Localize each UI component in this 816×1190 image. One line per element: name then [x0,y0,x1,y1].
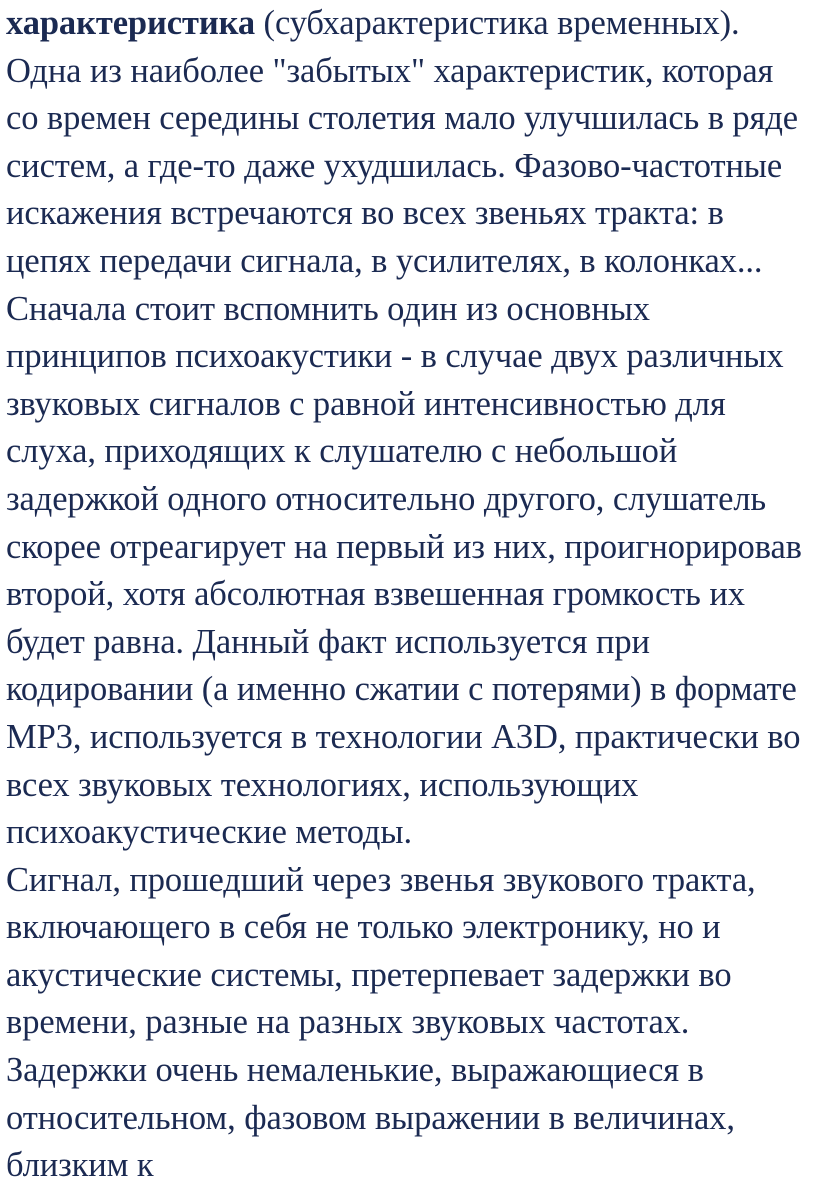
lead-rest: (субхарактеристика временных). [255,4,740,42]
paragraph-3: Сигнал, прошедший через звенья звукового тракта, включающего в себя не только электронику, но и акустические системы, претерпевает задержки во времени, разные на разных звуковых частотах. Задержки очень немаленькие, выражающиеся в относительном, фазовом выражении в величинах, близким к [6,860,756,1185]
paragraph-2: Сначала стоит вспомнить один из основных принципов психоакустики - в случае двух различных звуковых сигналов с равной интенсивностью для слуха, приходящих к слушателю с небольшой задержкой одного относительно другого, слушатель скорее отреагирует на первый из них, проигнорировав второй, хотя абсолютная взвешенная громкость их будет равна. Данный факт используется при кодировании (а именно сжатии с потерями) в формате MP3, используется в технологии A3D, практически во всех звуковых технологиях, использующих психоакустические методы. [6,289,802,852]
heading-line [6,0,812,48]
document-page [6,0,812,1190]
lead-term: характеристика [6,4,256,42]
paragraph-1: Одна из наиболее "забытых" характеристик, которая со времен середины столетия мало улучшилась в ряде систем, а где-то даже ухудшилась. Фазово-частотные искажения встречаются во всех звеньях тракта: в цепях передачи сигнала, в усилителях, в колонках... [6,51,798,280]
